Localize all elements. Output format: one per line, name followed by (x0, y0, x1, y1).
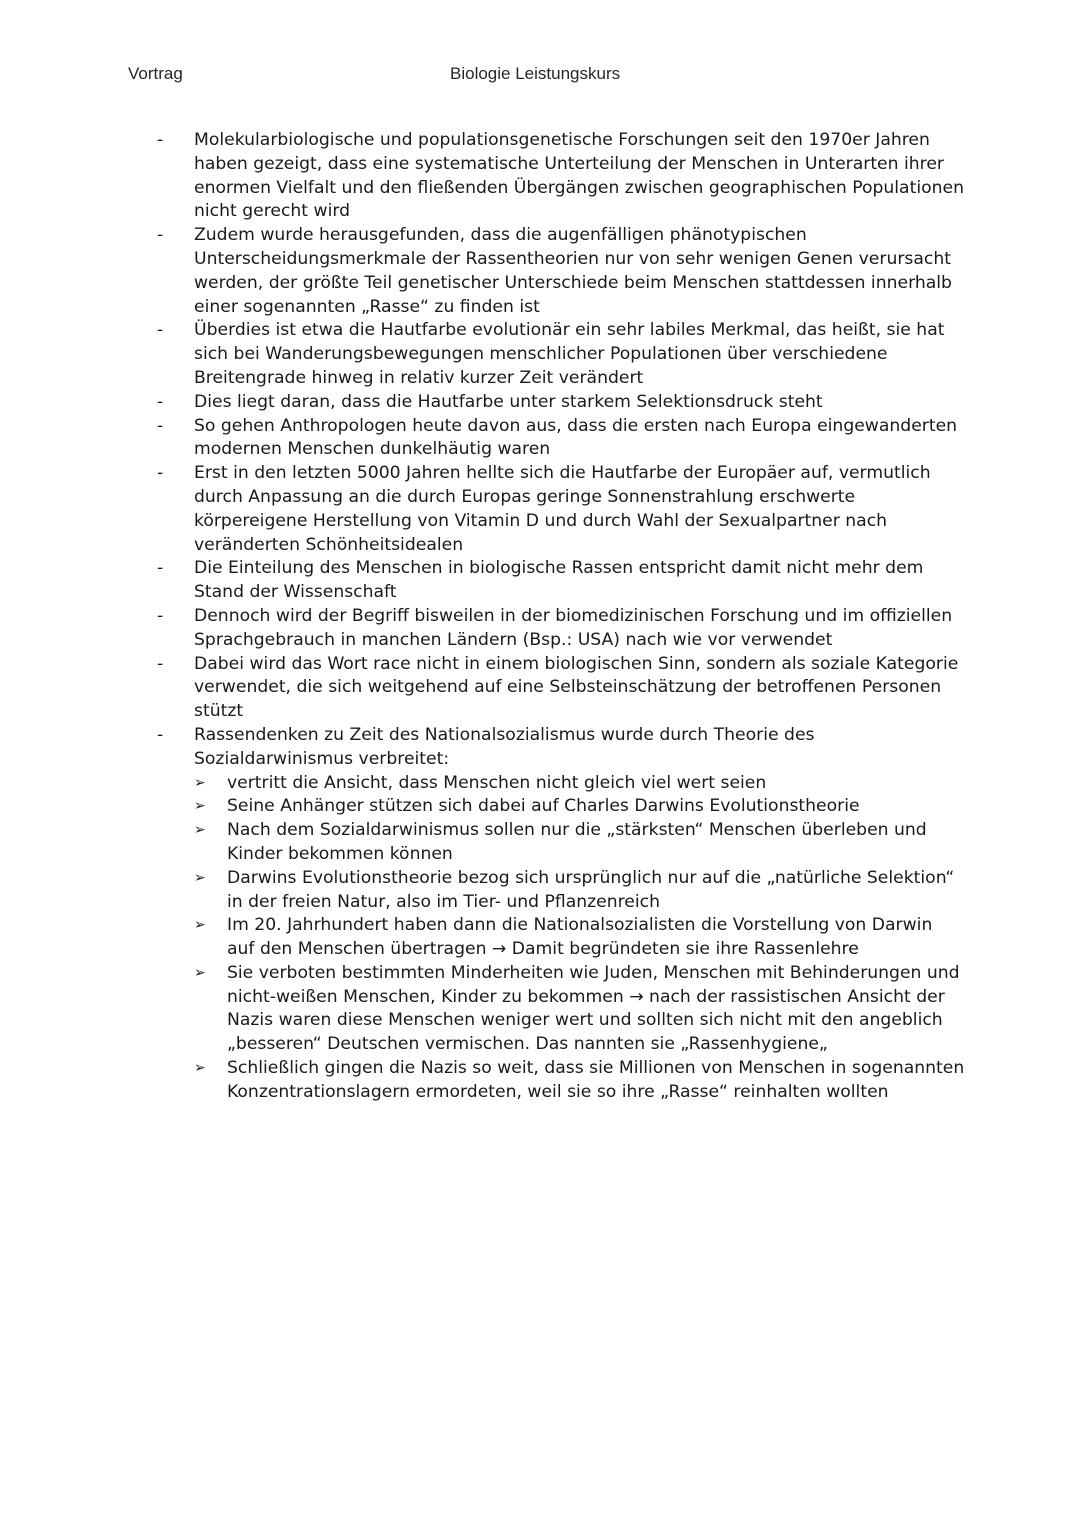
arrow-bullet-icon: ➢ (194, 917, 206, 934)
arrow-bullet-icon: ➢ (194, 822, 206, 839)
list-item-text: Molekularbiologische und populationsgenetische Forschungen seit den 1970er Jahren haben gezeigt, dass eine systematische Unterteilung der Menschen in Unterarten ihrer enormen Vielfalt und den fließenden Übergängen zwischen geographischen Populationen nicht gerecht wird (194, 130, 964, 222)
list-item-text: Dennoch wird der Begriff bisweilen in der biomedizinischen Forschung und im offiziellen Sprachgebrauch in manchen Ländern (Bsp.: USA) nach wie vor verwendet (194, 605, 953, 650)
sub-list-item (194, 914, 965, 962)
sub-list-item (194, 962, 965, 1057)
list-item (155, 653, 965, 724)
sub-list-item-text: Seine Anhänger stützen sich dabei auf Charles Darwins Evolutionstheorie (227, 796, 860, 817)
header-course-title: Biologie Leistungskurs (450, 64, 621, 83)
list-item (155, 462, 965, 557)
sub-list-item (194, 795, 965, 819)
list-item-text: Überdies ist etwa die Hautfarbe evolutionär ein sehr labiles Merkmal, das heißt, sie hat sich bei Wanderungsbewegungen menschlicher Populationen über verschiedene Breitengrade hinweg in relativ kurzer Zeit verändert (194, 320, 945, 388)
sub-bullet-list (194, 772, 965, 1105)
list-item (155, 129, 965, 224)
document-body (155, 129, 965, 1105)
sub-list-item (194, 772, 965, 796)
list-item-text: Zudem wurde herausgefunden, dass die augenfälligen phänotypischen Unterscheidungsmerkmale der Rassentheorien nur von sehr wenigen Genen verursacht werden, der größte Teil genetischer Unterschiede beim Menschen stattdessen innerhalb einer sogenannten „Rasse“ zu finden ist (194, 225, 952, 317)
arrow-bullet-icon: ➢ (194, 869, 206, 886)
sub-list-item-text: Im 20. Jahrhundert haben dann die Nationalsozialisten die Vorstellung von Darwin auf den Menschen übertragen → Damit begründeten sie ihre Rassenlehre (227, 915, 933, 960)
list-item (155, 319, 965, 390)
list-item (155, 724, 965, 1105)
arrow-bullet-icon: ➢ (194, 1060, 206, 1077)
arrow-bullet-icon: ➢ (194, 798, 206, 815)
list-item (155, 224, 965, 319)
main-bullet-list (155, 129, 965, 1105)
arrow-bullet-icon: ➢ (194, 964, 206, 981)
list-item (155, 557, 965, 605)
sub-list-item-text: Darwins Evolutionstheorie bezog sich ursprünglich nur auf die „natürliche Selektion“ in der freien Natur, also im Tier- und Pflanzenreich (227, 867, 955, 912)
list-item (155, 391, 965, 415)
list-item-text: Dabei wird das Wort race nicht in einem biologischen Sinn, sondern als soziale Kategorie verwendet, die sich weitgehend auf eine Selbsteinschätzung der betroffenen Personen stützt (194, 653, 959, 722)
sub-list-item-text: vertritt die Ansicht, dass Menschen nicht gleich viel wert seien (227, 772, 767, 793)
sub-list-item (194, 819, 965, 867)
page-header (128, 64, 958, 90)
list-item (155, 415, 965, 463)
list-item (155, 605, 965, 653)
list-item-text: Rassendenken zu Zeit des Nationalsozialismus wurde durch Theorie des Sozialdarwinismus verbreitet: (194, 724, 815, 769)
sub-list-item-text: Sie verboten bestimmten Minderheiten wie Juden, Menschen mit Behinderungen und nicht-weißen Menschen, Kinder zu bekommen → nach der rassistischen Ansicht der Nazis waren diese Menschen weniger wert und sollten sich nicht mit den angeblich „besseren“ Deutschen vermischen. Das nannten sie „Rassenhygiene„ (227, 962, 960, 1055)
list-item-text: Erst in den letzten 5000 Jahren hellte sich die Hautfarbe der Europäer auf, vermutlich durch Anpassung an die durch Europas geringe Sonnenstrahlung erschwerte körpereigene Herstellung von Vitamin D und durch Wahl der Sexualpartner nach veränderten Schönheitsidealen (194, 463, 931, 555)
list-item-text: Dies liegt daran, dass die Hautfarbe unter starkem Selektionsdruck steht (194, 391, 823, 412)
list-item-text: So gehen Anthropologen heute davon aus, dass die ersten nach Europa eingewanderten modernen Menschen dunkelhäutig waren (194, 415, 958, 460)
sub-list-item (194, 1057, 965, 1105)
arrow-bullet-icon: ➢ (194, 774, 206, 791)
list-item-text: Die Einteilung des Menschen in biologische Rassen entspricht damit nicht mehr dem Stand der Wissenschaft (194, 558, 924, 603)
sub-list-item (194, 867, 965, 915)
header-left-label: Vortrag (128, 64, 183, 83)
sub-list-item-text: Nach dem Sozialdarwinismus sollen nur die „stärksten“ Menschen überleben und Kinder bekommen können (227, 820, 927, 864)
sub-list-item-text: Schließlich gingen die Nazis so weit, dass sie Millionen von Menschen in sogenannten Konzentrationslagern ermordeten, weil sie so ihre „Rasse“ reinhalten wollten (227, 1058, 965, 1102)
